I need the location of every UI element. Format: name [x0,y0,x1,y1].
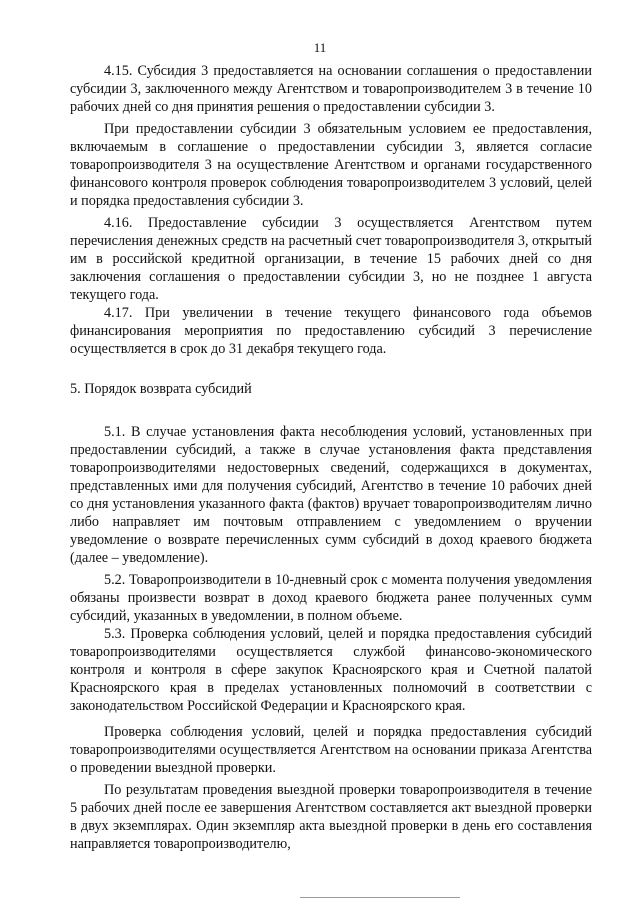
paragraph-4-16: 4.16. Предоставление субсидии 3 осуществляется Агентством путем перечисления денежных средств на расчетный счет товаропроизводителя 3, открытый им в российской кредитной организации, в течение 15 рабочих дней со дня заключения соглашения о предоставлении субсидии 3, но не позднее 1 августа текущего года. [70,215,592,303]
document-body [70,62,592,853]
paragraph-5-1: 5.1. В случае установления факта несоблюдения условий, установленных при предоставлении субсидий, а также в случае установления факта представления товаропроизводителями недостоверных сведений, содержащихся в документах, представленных ими для получения субсидий, Агентство в течение 10 рабочих дней со дня установления указанного факта (фактов) вручает товаропроизводителям лично либо направляет им почтовым отправлением с уведомлением о вручении уведомление о возврате перечисленных сумм субсидий в доход краевого бюджета (далее – уведомление). [70,424,592,566]
paragraph-5-2: 5.2. Товаропроизводители в 10-дневный срок с момента получения уведомления обязаны произвести возврат в доход краевого бюджета ранее полученных сумм субсидий, указанных в уведомлении, в полном объеме. [70,572,592,624]
section-heading: 5. Порядок возврата субсидий [70,381,252,397]
paragraph-agency-check: Проверка соблюдения условий, целей и порядка предоставления субсидий товаропроизводителями осуществляется Агентством на основании приказа Агентства о проведении выездной проверки. [70,724,592,776]
paragraph-check-results: По результатам проведения выездной проверки товаропроизводителя в течение 5 рабочих дней после ее завершения Агентством составляется акт выездной проверки в двух экземплярах. Один экземпляр акта выездной проверки в день его составления направляется товаропроизводителю, [70,782,592,852]
paragraph-4-15: 4.15. Субсидия 3 предоставляется на основании соглашения о предоставлении субсидии 3, заключенного между Агентством и товаропроизводителем 3 в течение 10 рабочих дней со дня принятия решения о предоставлении субсидии 3. [70,63,592,115]
paragraph-5-3: 5.3. Проверка соблюдения условий, целей и порядка предоставления субсидий товаропроизводителями осуществляется службой финансово-экономического контроля и контроля в сфере закупок Красноярского края и Счетной палатой Красноярского края в пределах установленных полномочий в соответствии с законодательством Российской Федерации и Красноярского края. [70,626,592,714]
scan-artifact-line [300,897,460,898]
page-number: 11 [313,40,327,55]
paragraph-4-15-condition: При предоставлении субсидии 3 обязательным условием ее предоставления, включаемым в соглашение о предоставлении субсидии 3, является согласие товаропроизводителя 3 на осуществление Агентством и органами государственного финансового контроля проверок соблюдения товаропроизводителем 3 условий, целей и порядка предоставления субсидии 3. [70,121,592,209]
paragraph-4-17: 4.17. При увеличении в течение текущего финансового года объемов финансирования мероприятия по предоставлению субсидий 3 перечисление осуществляется в срок до 31 декабря текущего года. [70,305,592,357]
